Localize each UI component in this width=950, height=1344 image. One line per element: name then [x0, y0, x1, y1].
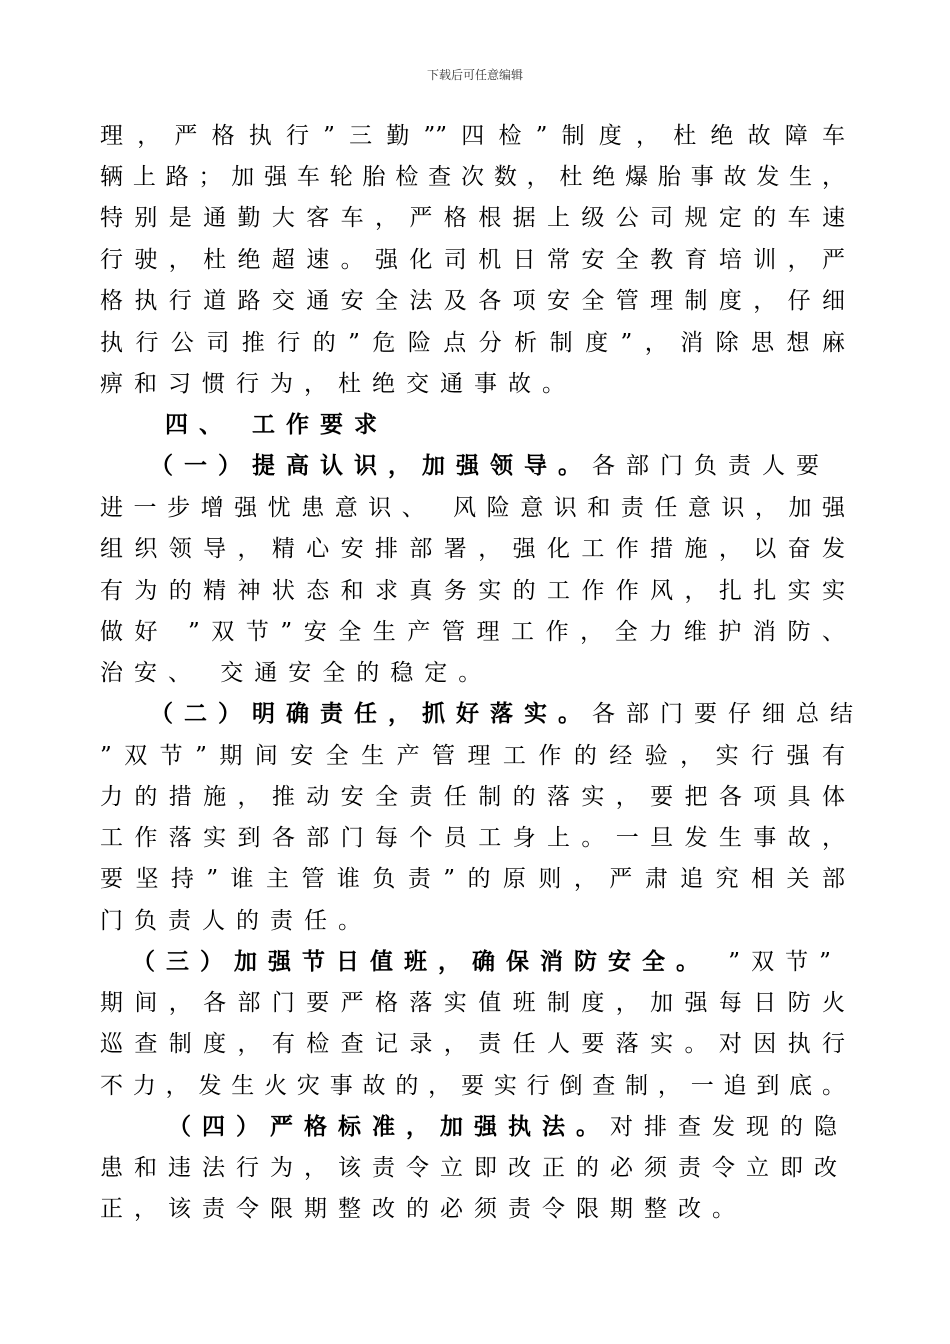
item-4-heading: （四）严格标准，加强执法。 — [168, 1113, 610, 1140]
page-header: 下载后可任意编辑 — [426, 68, 523, 82]
body-line-6: 执行公司推行的”危险点分析制度”，消除思想麻 — [100, 330, 845, 356]
body-line-1: 理，严格执行”三勤””四检”制度，杜绝故障车 — [100, 123, 845, 149]
body-line-15: ”双节”期间安全生产管理工作的经验，实行强有 — [100, 743, 845, 769]
body-line-18: 要坚持”谁主管谁负责”的原则，严肃追究相关部 — [100, 866, 845, 892]
item-4-first-line: （四）严格标准，加强执法。对排查发现的隐 — [168, 1113, 848, 1140]
body-line-22: 巡查制度，有检查记录，责任人要落实。对因执行 — [100, 1031, 845, 1057]
body-line-19: 门负责人的责任。 — [100, 908, 372, 934]
body-line-3: 特别是通勤大客车，严格根据上级公司规定的车速 — [100, 205, 845, 231]
body-line-11: 有为的精神状态和求真务实的工作作风，扎扎实实 — [100, 578, 845, 604]
item-2-heading: （二）明确责任，抓好落实。 — [150, 700, 592, 727]
item-2-first-line: （二）明确责任，抓好落实。各部门要仔细总结 — [150, 700, 864, 727]
body-line-10: 组织领导，精心安排部署，强化工作措施，以奋发 — [100, 536, 845, 562]
body-line-7: 痹和习惯行为，杜绝交通事故。 — [100, 371, 576, 397]
item-3-heading: （三）加强节日值班，确保消防安全。 — [132, 948, 710, 975]
item-1-heading: （一）提高认识，加强领导。 — [150, 452, 592, 479]
body-line-2: 辆上路；加强车轮胎检查次数，杜绝爆胎事故发生， — [100, 164, 845, 190]
item-1-first-line: （一）提高认识，加强领导。各部门负责人要 — [150, 452, 830, 479]
body-line-12: 做好 ”双节”安全生产管理工作，全力维护消防、 — [100, 619, 845, 645]
body-line-23: 不力，发生火灾事故的，要实行倒查制，一追到底。 — [100, 1073, 845, 1099]
body-line-17: 工作落实到各部门每个员工身上。一旦发生事故， — [100, 825, 845, 851]
body-line-26: 正，该责令限期整改的必须责令限期整改。 — [100, 1196, 746, 1222]
section-heading: 四、 工作要求 — [165, 411, 389, 438]
body-line-13: 治安、 交通安全的稳定。 — [100, 660, 493, 686]
body-line-5: 格执行道路交通安全法及各项安全管理制度，仔细 — [100, 288, 845, 314]
body-line-25: 患和违法行为，该责令立即改正的必须责令立即改 — [100, 1155, 848, 1181]
body-line-21: 期间，各部门要严格落实值班制度，加强每日防火 — [100, 990, 845, 1016]
body-line-4: 行驶，杜绝超速。强化司机日常安全教育培训，严 — [100, 247, 845, 273]
item-3-first-line: （三）加强节日值班，确保消防安全。 ”双节” — [132, 948, 842, 975]
body-line-16: 力的措施，推动安全责任制的落实，要把各项具体 — [100, 784, 845, 810]
body-line-9: 进一步增强忧患意识、 风险意识和责任意识，加强 — [100, 495, 845, 521]
